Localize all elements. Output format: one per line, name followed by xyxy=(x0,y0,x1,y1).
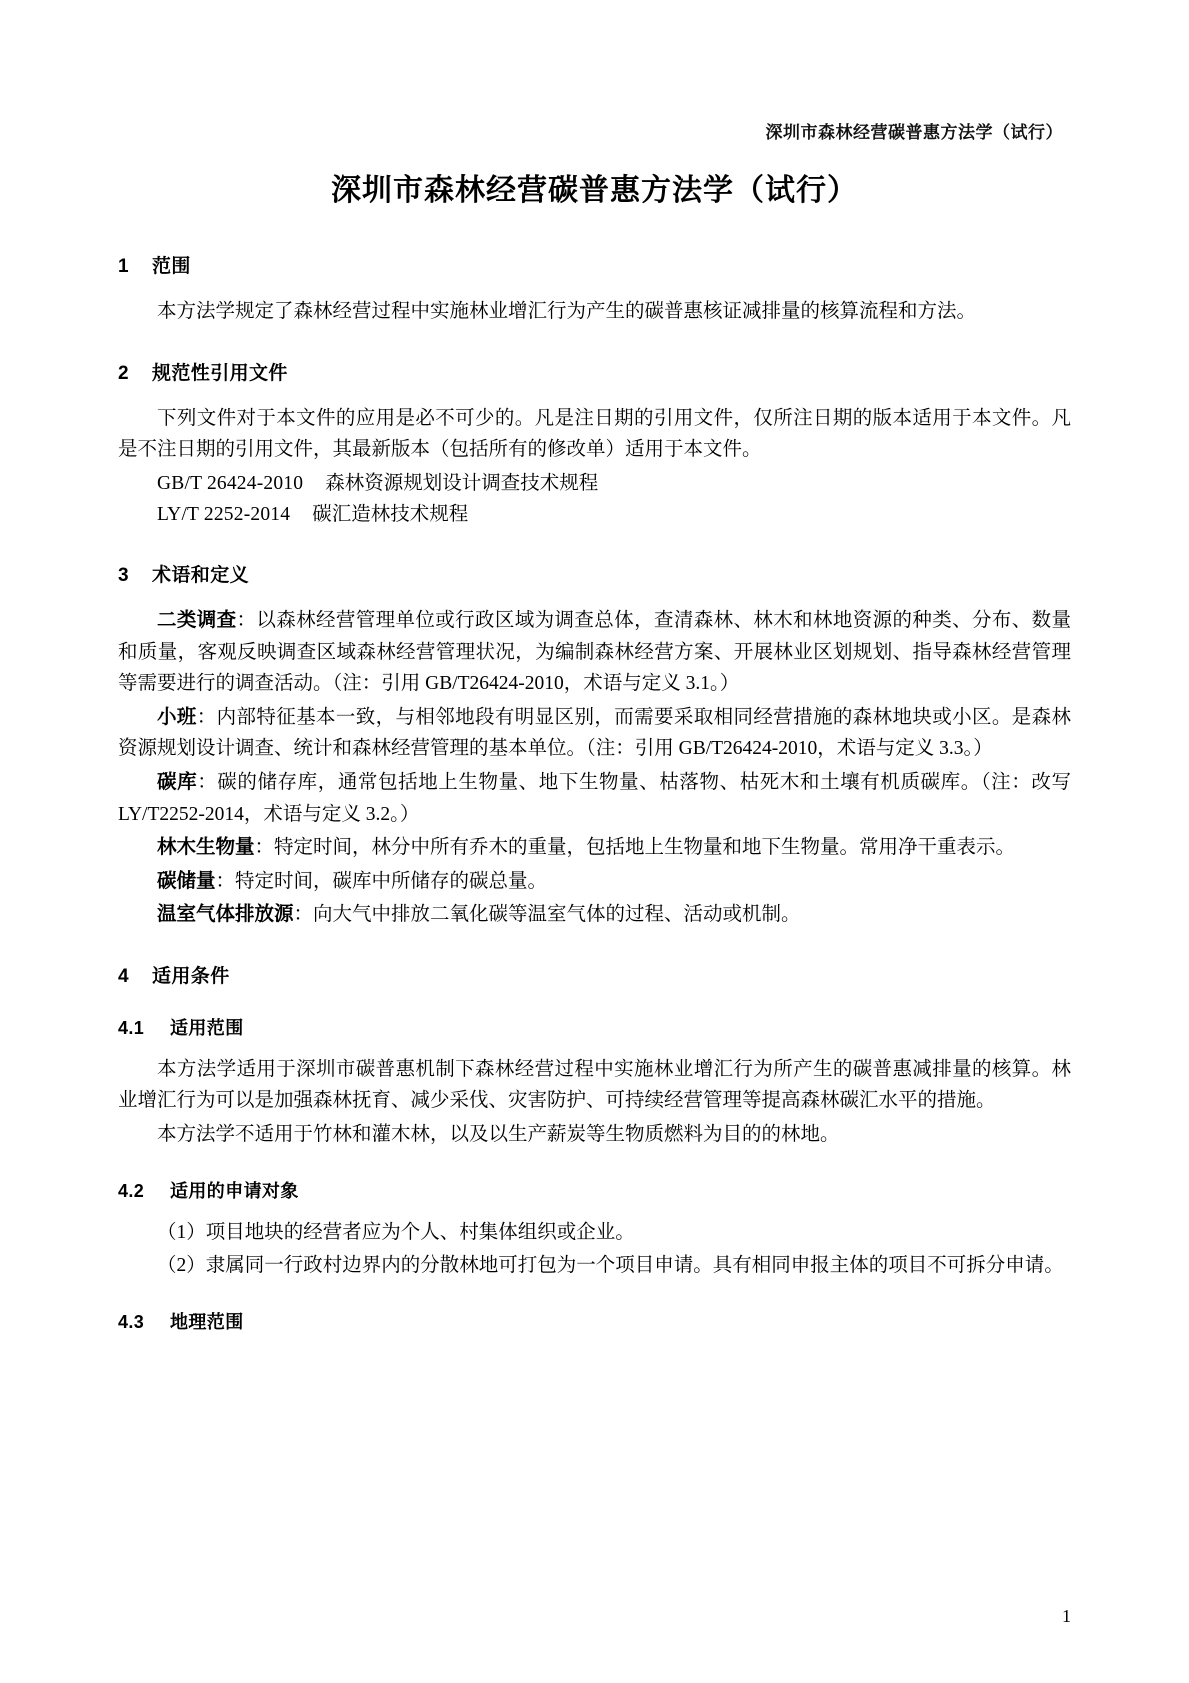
term-label: 林木生物量 xyxy=(157,837,255,859)
term-separator: ： xyxy=(293,904,314,926)
section-number-3: 3 xyxy=(118,565,129,587)
section-number-4-3: 4.3 xyxy=(118,1311,145,1332)
section-heading-4-1 xyxy=(118,1014,1071,1040)
term-separator: ： xyxy=(236,610,257,632)
reference-name: 森林资源规划设计调查技术规程 xyxy=(325,472,599,494)
section-title-2: 规范性引用文件 xyxy=(152,362,288,384)
page-number: 1 xyxy=(1062,1606,1071,1626)
term-separator: ： xyxy=(254,837,275,859)
term-text: 特定时间，碳库中所储存的碳总量。 xyxy=(235,870,548,892)
reference-item xyxy=(118,468,1071,499)
running-header: 深圳市森林经营碳普惠方法学（试行） xyxy=(765,123,1063,142)
section-title-3: 术语和定义 xyxy=(152,565,250,587)
section-body-4-2 xyxy=(118,1217,1071,1282)
term-definition xyxy=(118,899,1071,931)
term-label: 温室气体排放源 xyxy=(157,904,294,926)
section-body-2 xyxy=(118,403,1071,531)
term-definition xyxy=(118,767,1071,830)
paragraph: 本方法学不适用于竹林和灌木林，以及以生产薪炭等生物质燃料为目的的林地。 xyxy=(157,1124,840,1146)
section-title-4: 适用条件 xyxy=(152,965,230,987)
section-number-4-2: 4.2 xyxy=(118,1180,145,1201)
section-number-4: 4 xyxy=(118,965,129,987)
reference-name: 碳汇造林技术规程 xyxy=(312,503,469,525)
section-heading-4-2 xyxy=(118,1177,1071,1203)
term-text: 内部特征基本一致，与相邻地段有明显区别，而需要采取相同经营措施的森林地块或小区。是森林资源规划设计调查、统计和森林经营管理的基本单位。（注：引用 GB/T26424-2010，术语与定义 3.3。） xyxy=(118,706,1071,760)
term-text: 向大气中排放二氧化碳等温室气体的过程、活动或机制。 xyxy=(313,904,801,926)
section-heading-3 xyxy=(118,560,1071,587)
section-title-1: 范围 xyxy=(152,256,191,277)
term-separator: ： xyxy=(197,772,218,793)
list-item: （1）项目地块的经营者应为个人、村集体组织或企业。 xyxy=(157,1221,635,1243)
section-heading-4-3 xyxy=(118,1308,1071,1334)
term-label: 小班 xyxy=(157,706,197,728)
term-separator: ： xyxy=(215,870,236,892)
section-heading-4 xyxy=(118,961,1071,988)
section-title-4-3: 地理范围 xyxy=(170,1311,244,1332)
section-heading-1 xyxy=(118,251,1071,278)
paragraph: 本方法学规定了森林经营过程中实施林业增汇行为产生的碳普惠核证减排量的核算流程和方法。 xyxy=(157,301,977,322)
section-title-4-2: 适用的申请对象 xyxy=(170,1180,299,1201)
term-label: 二类调查 xyxy=(157,610,237,632)
section-heading-2 xyxy=(118,358,1071,385)
section-body-4-1 xyxy=(118,1054,1071,1151)
term-text: 以森林经营管理单位或行政区域为调查总体，查清森林、林木和林地资源的种类、分布、数量和质量，客观反映调查区域森林经营管理状况，为编制森林经营方案、开展林业区划规划、指导森林经营管理等需要进行的调查活动。（注：引用 GB/T26424-2010，术语与定义 3.1。） xyxy=(118,610,1071,695)
term-definition xyxy=(118,866,1071,898)
page-title: 深圳市森林经营碳普惠方法学（试行） xyxy=(331,174,858,207)
term-definition xyxy=(118,832,1071,864)
term-label: 碳储量 xyxy=(157,870,216,892)
section-title-4-1: 适用范围 xyxy=(170,1017,244,1038)
section-body-1 xyxy=(118,296,1071,328)
reference-item xyxy=(118,499,1071,530)
section-number-1: 1 xyxy=(118,256,129,277)
paragraph: 本方法学适用于深圳市碳普惠机制下森林经营过程中实施林业增汇行为所产生的碳普惠减排量的核算。林业增汇行为可以是加强森林抚育、减少采伐、灾害防护、可持续经营管理等提高森林碳汇水平的措施。 xyxy=(118,1058,1071,1112)
section-number-2: 2 xyxy=(118,362,129,384)
term-label: 碳库 xyxy=(157,772,198,793)
term-text: 碳的储存库，通常包括地上生物量、地下生物量、枯落物、枯死木和土壤有机质碳库。（注：改写 LY/T2252-2014，术语与定义 3.2。） xyxy=(118,772,1071,825)
paragraph: 下列文件对于本文件的应用是必不可少的。凡是注日期的引用文件，仅所注日期的版本适用于本文件。凡是不注日期的引用文件，其最新版本（包括所有的修改单）适用于本文件。 xyxy=(118,407,1071,461)
list-item: （2）隶属同一行政村边界内的分散林地可打包为一个项目申请。具有相同申报主体的项目不可拆分申请。 xyxy=(157,1255,1064,1277)
term-separator: ： xyxy=(196,706,217,728)
term-text: 特定时间，林分中所有乔木的重量，包括地上生物量和地下生物量。常用净干重表示。 xyxy=(274,837,1016,859)
term-definition xyxy=(118,702,1071,765)
reference-code: LY/T 2252-2014 xyxy=(157,503,291,525)
section-body-3 xyxy=(118,605,1071,931)
section-number-4-1: 4.1 xyxy=(118,1017,145,1038)
term-definition xyxy=(118,605,1071,700)
reference-code: GB/T 26424-2010 xyxy=(157,472,304,494)
